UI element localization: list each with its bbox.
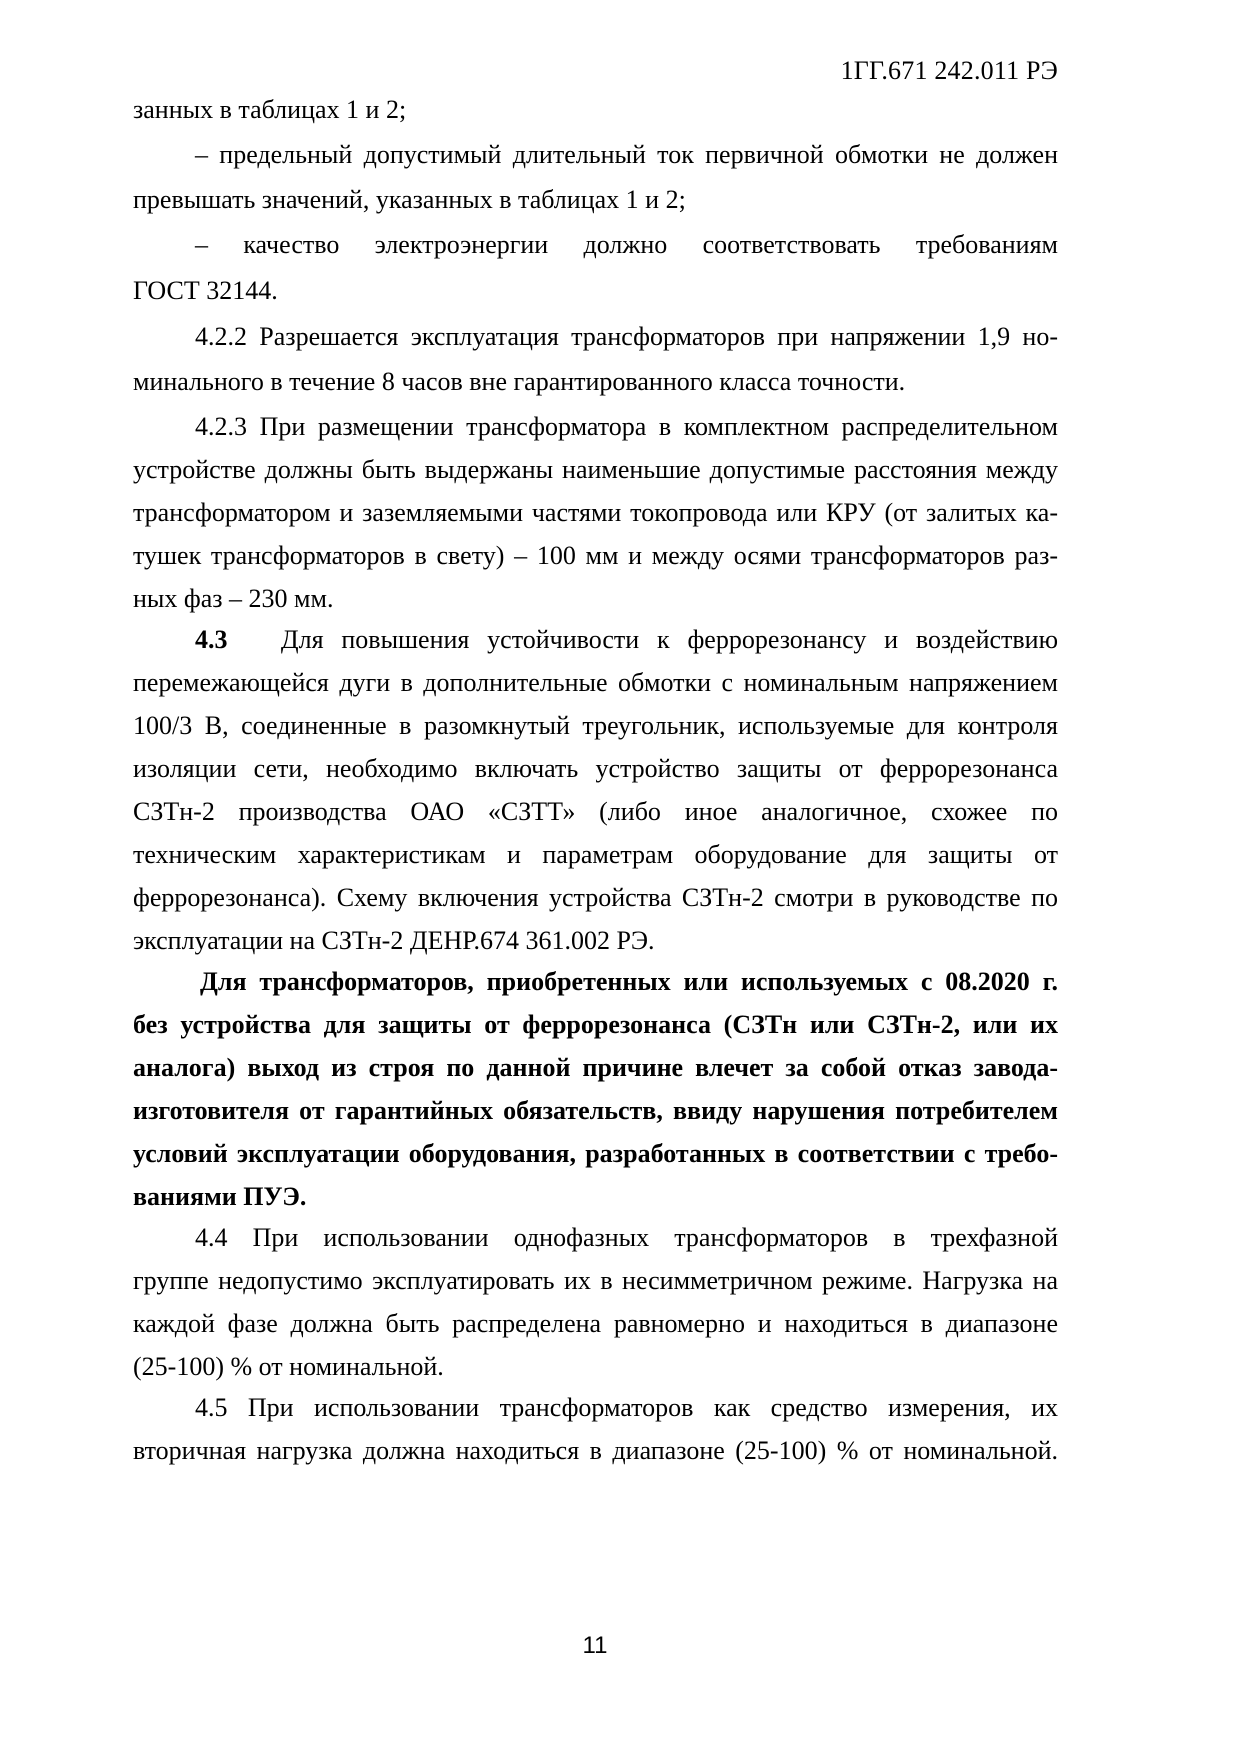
text-line: ных фаз – 230 мм. — [133, 584, 334, 613]
text-line: вторичная нагрузка должна находиться в диапазоне (25-100) % от номинальной. — [133, 1436, 1058, 1465]
bullet-line: – качество электроэнергии должно соответствовать требованиям — [195, 230, 1058, 259]
text-line: превышать значений, указанных в таблицах 1 и 2; — [133, 185, 686, 214]
text-line: занных в таблицах 1 и 2; — [133, 95, 407, 124]
warning-line: Для трансформаторов, приобретенных или используемых с 08.2020 г. — [200, 967, 1058, 996]
text-line: устройстве должны быть выдержаны наименьшие допустимые расстояния между — [133, 455, 1058, 484]
text-line: (25-100) % от номинальной. — [133, 1352, 444, 1381]
bullet-line: – предельный допустимый длительный ток первичной обмотки не должен — [195, 140, 1058, 169]
clause-4-3-line: 4.3 Для повышения устойчивости к феррорезонансу и воздействию — [195, 625, 1058, 654]
text-line: феррорезонанса). Схему включения устройства СЗТн-2 смотри в руководстве по — [133, 883, 1058, 912]
document-code-header: 1ГГ.671 242.011 РЭ — [840, 56, 1058, 85]
text-line: трансформатором и заземляемыми частями токопровода или КРУ (от залитых ка- — [133, 498, 1058, 527]
text-line: ГОСТ 32144. — [133, 276, 278, 305]
clause-4-5-line: 4.5 При использовании трансформаторов как средство измерения, их — [195, 1393, 1058, 1422]
warning-line: условий эксплуатации оборудования, разработанных в соответствии с требо- — [133, 1139, 1058, 1168]
text-line: тушек трансформаторов в свету) – 100 мм и между осями трансформаторов раз- — [133, 541, 1058, 570]
clause-4-4-line: 4.4 При использовании однофазных трансформаторов в трехфазной — [195, 1223, 1058, 1252]
warning-line: без устройства для защиты от феррорезонанса (СЗТн или СЗТн-2, или их — [133, 1010, 1058, 1039]
text-line: 100/3 В, соединенные в разомкнутый треугольник, используемые для контроля — [133, 711, 1058, 740]
text-line: каждой фазе должна быть распределена равномерно и находиться в диапазоне — [133, 1309, 1058, 1338]
warning-line: аналога) выход из строя по данной причине влечет за собой отказ завода- — [133, 1053, 1058, 1082]
text-line: группе недопустимо эксплуатировать их в несимметричном режиме. Нагрузка на — [133, 1266, 1058, 1295]
text-line: перемежающейся дуги в дополнительные обмотки с номинальным напряжением — [133, 668, 1058, 697]
clause-4-2-3-line: 4.2.3 При размещении трансформатора в комплектном распределительном — [195, 412, 1058, 441]
warning-line: изготовителя от гарантийных обязательств, ввиду нарушения потребителем — [133, 1096, 1058, 1125]
text-line: техническим характеристикам и параметрам оборудование для защиты от — [133, 840, 1058, 869]
text-line: СЗТн-2 производства ОАО «СЗТТ» (либо иное аналогичное, схожее по — [133, 797, 1058, 826]
page-number: 11 — [582, 1632, 608, 1659]
clause-4-2-2-line: 4.2.2 Разрешается эксплуатация трансформаторов при напряжении 1,9 но- — [195, 322, 1058, 351]
text-line: изоляции сети, необходимо включать устройство защиты от феррорезонанса — [133, 754, 1058, 783]
text-line: минального в течение 8 часов вне гарантированного класса точности. — [133, 367, 906, 396]
text-line: эксплуатации на СЗТн-2 ДЕНР.674 361.002 РЭ. — [133, 926, 655, 955]
warning-line: ваниями ПУЭ. — [133, 1182, 307, 1211]
section-number: 4.3 — [195, 625, 228, 654]
